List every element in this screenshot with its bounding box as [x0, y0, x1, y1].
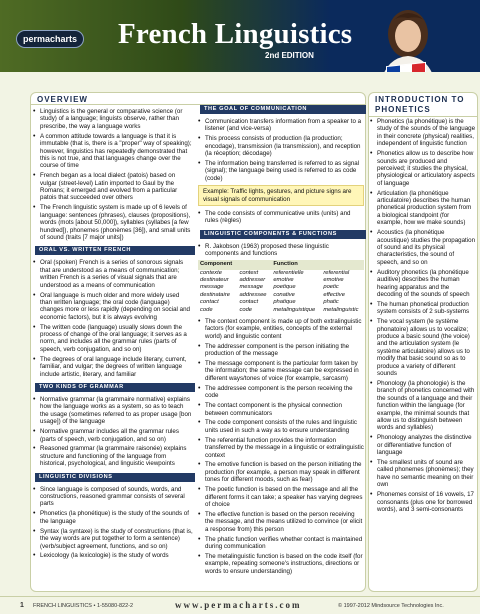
page-title: French Linguistics	[118, 18, 353, 50]
table-row	[198, 292, 364, 299]
section-heading: TWO KINDS OF GRAMMAR	[35, 383, 195, 392]
table-cell: conative	[273, 291, 295, 298]
footer	[0, 596, 480, 614]
table-cell: referentielle	[273, 269, 304, 276]
bullet-item: • Oral language is much older and more widely used than written language; the oral code (language) changes more or less rapidly (depending on social and economic factors), but it is always evolving	[33, 292, 193, 322]
overview-middle-column	[198, 100, 364, 578]
bullet-item: • Lexicology (la lexicologie) is the study of words	[33, 552, 193, 559]
bullet-item: • Phonology analyzes the distinctive or differentiative function of language	[370, 434, 476, 456]
bullet-item: • The metalinguistic function is based on the code itself (for example, repeating someone's instructions, directions or words to ensure understanding)	[198, 553, 364, 575]
bullet-item: • Phonetics (la phonétique) is the study of the sounds of the language	[33, 510, 193, 525]
bullet-item: • Syntax (la syntaxe) is the study of constructions (that is, the way words are put together to form a sentence) (verb/subject agreement, functions, and so on)	[33, 528, 193, 550]
header-banner	[0, 0, 480, 72]
bullet-item: • Phonetics allow us to describe how sounds are produced and perceived; it studies the physical, physiological or articulatory aspects of language	[370, 150, 476, 187]
table-cell: poetic	[323, 284, 339, 291]
bullet-item: • Reasoned grammar (la grammaire raisonée) explains structure and functioning of the language from historical, psychological, and linguistic viewpoints	[33, 445, 193, 467]
bullet-list	[198, 118, 364, 182]
bullet-item: • Normative grammar includes all the grammar rules (parts of speech, verb conjugation, and so on)	[33, 428, 193, 443]
section-heading: LINGUISTIC DIVISIONS	[35, 473, 195, 482]
bullet-item: • The contact component is the physical connection between communicators	[198, 402, 364, 417]
bullet-item: • The smallest units of sound are called phonemes (phonèmes); they have no semantic meaning on their own	[370, 459, 476, 489]
table-cell: metalinguistic	[323, 306, 359, 313]
table-cell: message	[239, 284, 263, 291]
section-heading: LINGUISTIC COMPONENTS & FUNCTIONS	[200, 230, 366, 239]
bullet-item: • Phonology (la phonologie) is the branch of phonetics concerned with the sounds of a language and their function within the language (for example, the minimal sounds that allow us to distinguish between words and syllables)	[370, 380, 476, 432]
table-cell: addressee	[239, 291, 267, 298]
table-cell: addresser	[239, 277, 266, 283]
bullet-item: • The context component is made up of both extralinguistic factors (for example, entities, concepts of the external world) and linguistic content	[198, 318, 364, 340]
page-number: 1	[20, 602, 24, 609]
bullet-item: • Since language is composed of sounds, words, and constructions, reasoned grammar consists of several parts	[33, 486, 193, 508]
table-cell: metalinguistique	[273, 306, 316, 313]
bullet-list	[33, 259, 193, 378]
bullet-item: • The poetic function is based on the message and all the different forms it can take; a speaker has varying degrees of choice	[198, 486, 364, 508]
components-table	[198, 260, 364, 314]
table-cell: code	[200, 306, 213, 313]
intro-phonetics-heading: INTRODUCTION TO PHONETICS	[369, 93, 477, 117]
bullet-list	[198, 318, 364, 575]
bullet-item: • Acoustics (la phonétique acoustique) studies the propagation of sound and its physical characteristics, the sound of speech, and so on	[370, 229, 476, 266]
table-cell: phatique	[273, 299, 296, 306]
overview-left-column	[33, 108, 193, 562]
table-cell: context	[239, 269, 259, 276]
edition-label: 2nd EDITION	[265, 51, 314, 60]
section-heading: ORAL VS. WRITTEN FRENCH	[35, 246, 195, 255]
table-row	[198, 277, 364, 284]
table-cell: contact	[200, 299, 219, 306]
bullet-item: • The code component consists of the rules and linguistic units used in such a way as to ensure understanding	[198, 419, 364, 434]
bullet-item: • Oral (spoken) French is a series of sonorous signals that are understood as a means of communication; written French is a series of visual signals that are understood as a means of communication	[33, 259, 193, 289]
table-row	[198, 299, 364, 306]
bullet-item: • Phonemes consist of 16 vowels, 17 consonants (plus one for borrowed words), and 3 semi-consonants	[370, 491, 476, 513]
table-cell: emotive	[273, 277, 294, 283]
bullet-item: • The written code (language) usually slows down the process of change of the oral language; it serves as a norm, and includes all the grammar rules (parts of speech, verb conjugation, and so on)	[33, 324, 193, 354]
bullet-list	[370, 118, 476, 513]
table-cell: destinateur	[200, 277, 229, 283]
table-row	[198, 284, 364, 291]
bullet-item: • A common attitude towards a language is that it is immutable (that is, there is a "proper" way of speaking); however, linguistics has repeatedly demonstrated that this is not true, and that languages change over the course of time	[33, 133, 193, 170]
table-header	[321, 260, 364, 269]
bullet-item: • R. Jakobson (1963) proposed these linguistic components and functions	[198, 243, 364, 258]
bullet-item: • This process consists of production (la production; encodage), transmission (la transmission), and reception (la réception; décodage)	[198, 135, 364, 157]
bullet-list	[33, 486, 193, 560]
table-cell: message	[200, 284, 224, 291]
bullet-item: • The vocal system (le système phonatoire) allows us to vocalize; produce a basic sound (the voice) and the articulation system (le système articulatoire) allows us to modify that basic sound so as to produce a variety of different sounds	[370, 318, 476, 377]
table-cell: contexte	[200, 269, 222, 276]
bullet-list	[198, 243, 364, 258]
table-cell: poetique	[273, 284, 296, 291]
table-cell: referential	[323, 269, 350, 276]
bullet-item: • The code consists of communicative units (units) and rules (règles)	[198, 210, 364, 225]
bullet-item: • The emotive function is based on the person initiating the production (for example, a person may speak in different tones for different moods, such as fear)	[198, 461, 364, 483]
bullet-item: • The referential function provides the information transferred by the message in a linguistic or extralinguistic context	[198, 437, 364, 459]
bullet-item: • The human phonetical production system consists of 2 sub-systems	[370, 301, 476, 316]
bullet-item: • The effective function is based on the person receiving the message, and the means utilized to convince (or elicit a response from) this person	[198, 511, 364, 533]
bullet-item: • Auditory phonetics (la phonétique auditive) describes the human hearing apparatus and the decoding of the sounds of speech	[370, 269, 476, 299]
bullet-list	[198, 210, 364, 225]
bullet-item: • The French linguistic system is made up of 6 levels of language: sentences (phrases), clauses (propositions), words (mots [about 50,000]), syllables (syllabes [a few hundred]), phonemes (phonèmes [36]), and small units of sound (traits [7 major units])	[33, 204, 193, 241]
example-note: Example: Traffic lights, gestures, and picture signs are visual signals of communication	[198, 185, 364, 206]
table-cell: contact	[239, 299, 259, 306]
bullet-item: • The addresser component is the person initiating the production of the message	[198, 343, 364, 358]
footer-url: www.permacharts.com	[175, 600, 302, 610]
table-cell: code	[239, 306, 253, 313]
permacharts-logo: permacharts	[16, 30, 84, 48]
table-cell: phatic	[323, 299, 339, 306]
bullet-item: • The addressee component is the person receiving the code	[198, 385, 364, 400]
section-heading: THE GOAL OF COMMUNICATION	[200, 105, 366, 114]
table-row	[198, 270, 364, 277]
bullet-item: • Normative grammar (la grammaire normative) explains how the language works as a system, so as to teach the usage (sometimes referred to as proper usage [bon usage]) of the language	[33, 396, 193, 426]
table-header: Function	[271, 260, 321, 269]
bullet-item: • Phonetics (la phonétique) is the study of the sounds of the language in their concrete (physical) realities, independent of linguistic function	[370, 118, 476, 148]
bullet-item: • Communication transfers information from a speaker to a listener (and vice-versa)	[198, 118, 364, 133]
footer-copyright: © 1997-2012 Mindsource Technologies Inc.	[338, 603, 444, 609]
bullet-item: • The information being transferred is referred to as signal (signal); the language being used is referred to as code (code)	[198, 160, 364, 182]
bullet-item: • The message component is the particular form taken by the information; the same message can be expressed in different ways/tones of voice (for example, sarcasm)	[198, 360, 364, 382]
bullet-item: • The phatic function verifies whether contact is maintained during communication	[198, 536, 364, 551]
intro-phonetics-column	[370, 118, 476, 516]
bullet-list	[33, 108, 193, 241]
table-cell: emotive	[323, 277, 344, 283]
bullet-list	[33, 396, 193, 468]
table-header: Component	[198, 260, 237, 269]
bullet-item: • Articulation (la phonétique articulatoire) describes the human phonetical production system from a biological standpoint (for example, how we make sounds)	[370, 190, 476, 227]
table-header	[237, 260, 271, 269]
overview-heading: OVERVIEW	[31, 93, 365, 105]
bullet-item: • Linguistics is the general or comparative science (or study) of a language; linguists observe, rather than prescribe, the way a language works	[33, 108, 193, 130]
footer-isbn: FRENCH LINGUISTICS • 1-55080-822-2	[33, 603, 134, 609]
table-row	[198, 307, 364, 314]
table-cell: destinataire	[200, 291, 230, 298]
table-cell: effective	[323, 291, 345, 298]
bullet-item: • The degrees of oral language include literary, current, familiar, and vulgar; the degrees of written language include artistic, literary, and familiar	[33, 356, 193, 378]
bullet-item: • French began as a local dialect (patois) based on vulgar (street-level) Latin imported to Gaul by the Romans; it emerged and evolved from a particular patois that succeeded over others	[33, 172, 193, 202]
